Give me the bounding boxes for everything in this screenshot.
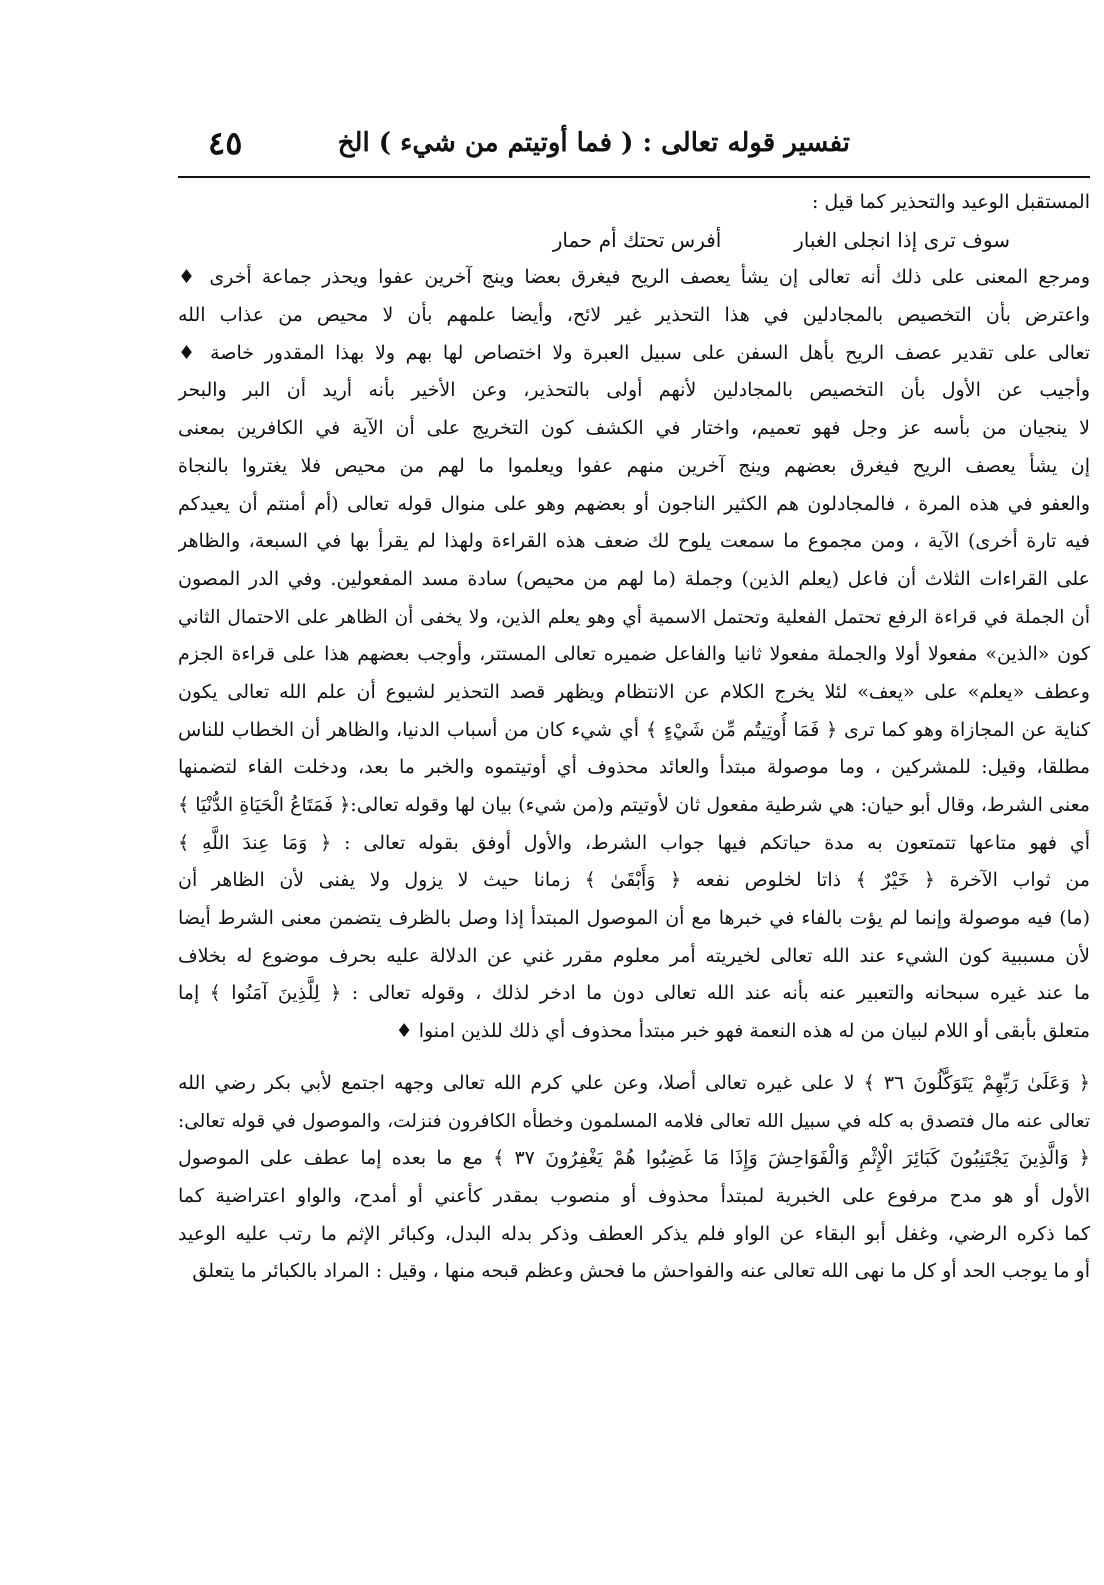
- text-line: كما ذكره الرضي، وغفل أبو البقاء عن الواو فلم يذكر العطف وذكر بدله البدل، وكبائر الإثم ما رتب عليه الوعيد: [178, 1222, 1090, 1245]
- poem-second-hemistich: أفرس تحتك أم حمار: [552, 227, 722, 252]
- body-text: [178, 184, 1090, 1291]
- text-line: أي فهو متاعها تتمتعون به مدة حياتكم فيها جواب الشرط، والأول أوفق بقوله تعالى : ﴿ وَمَا عِندَ اللَّهِ ﴾: [178, 831, 1090, 854]
- text-line: تعالى على تقدير عصف الريح بأهل السفن على سبيل العبرة ولا اختصاص لها بهم ولا بهذا المقدور خاصة ♦: [178, 341, 1090, 364]
- paragraph-two: [178, 1065, 1090, 1291]
- text-line: على القراءات الثلاث أن فاعل (يعلم الذين) وجملة (ما لهم من محيص) سادة مسد المفعولين. وفي الدر المصون: [178, 567, 1090, 590]
- text-line: مطلقا، وقيل: للمشركين ، وما موصولة مبتدأ والعائد محذوف أي أوتيتموه والخبر ما بعد، ودخلت الفاء لتضمنها: [178, 756, 1090, 779]
- text-line: والعفو في هذه المرة ، فالمجادلون هم الكثير الناجون أو بعضهم وهو على منوال قوله تعالى (أم أمنتم أن يعيدكم: [178, 492, 1090, 515]
- text-line: لا ينجيان من بأسه عز وجل فهو تعميم، واختار في الكشف كون التخريج على أن الآية في الكافرين بمعنى: [178, 417, 1090, 440]
- running-title: تفسير قوله تعالى : ( فما أوتيتم من شيء ) الخ: [337, 128, 850, 158]
- text-line: ومرجع المعنى على ذلك أنه تعالى إن يشأ يعصف الريح فيغرق بعضا وينج آخرين عفوا ويحذر جماعة أخرى ♦: [178, 266, 1090, 289]
- text-line: المستقبل الوعيد والتحذير كما قيل :: [811, 191, 1090, 213]
- text-line: من ثواب الآخرة ﴿ خَيْرٌ ﴾ ذاتا لخلوص نفعه ﴿ وَأَبْقَىٰ ﴾ زمانا حيث لا يزول ولا يفنى لأن الظاهر أن: [178, 869, 1090, 892]
- text-line: أو ما يوجب الحد أو كل ما نهى الله تعالى عنه والفواحش ما فحش وعظم قبحه منها ، وقيل : المراد بالكبائر ما يتعلق: [192, 1260, 1090, 1283]
- paragraph-one: [178, 259, 1090, 1050]
- text-line: تعالى عنه مال فتصدق به كله في سبيل الله تعالى فلامه المسلمون وخطأه الكافرون فنزلت، والموصول في قوله تعالى:: [178, 1110, 1090, 1132]
- text-line: ما عند غيره سبحانه والتعبير عنه بأنه عند الله تعالى دون ما ادخر لذلك ، وقوله تعالى : ﴿ لِلَّذِينَ آمَنُوا ﴾ إما: [178, 982, 1090, 1005]
- poem-verse: [178, 222, 1090, 260]
- text-line: ﴿ وَعَلَىٰ رَبِّهِمْ يَتَوَكَّلُونَ ٣٦ ﴾ لا على غيره تعالى أصلا، وعن علي كرم الله تعالى وجهه اجتمع لأبي بكر رضي الله: [178, 1071, 1090, 1094]
- text-line: معنى الشرط، وقال أبو حيان: هي شرطية مفعول ثان لأوتيتم و(من شيء) بيان لها وقوله تعالى:﴿ فَمَتَاعُ الْحَيَاةِ الدُّنْيَا ﴾: [178, 794, 1090, 816]
- text-line: إن يشأ يعصف الريح فيغرق بعضهم وينج آخرين منهم عفوا ويعلموا ما لهم من محيص فلا يغتروا بالنجاة: [178, 454, 1090, 477]
- text-line: فيه تارة أخرى) الآية ، ومن مجموع ما سمعت يلوح لك ضعف هذه القراءة ولهذا لم يقرأ بها في السبعة، والظاهر: [178, 530, 1090, 553]
- text-line: وعطف «يعلم» على «يعف» لئلا يخرج الكلام عن الانتظام ويظهر قصد التحذير لشيوع أن علم الله تعالى يكون: [178, 680, 1090, 703]
- text-line: أن الجملة في قراءة الرفع تحتمل الفعلية وتحتمل الاسمية أي وهو يعلم الذين، ولا يخفى أن الظاهر على الاحتمال الثاني: [178, 606, 1090, 628]
- text-line: وأجيب عن الأول بأن التخصيص بالمجادلين لأنهم أولى بالتحذير، وعن الأخير بأنه أريد أن البر والبحر: [178, 379, 1090, 402]
- page-header: [178, 118, 1090, 176]
- text-line: متعلق بأبقى أو اللام لبيان من له هذه النعمة فهو خبر مبتدأ محذوف أي ذلك للذين امنوا ♦: [395, 1020, 1090, 1043]
- header-rule: [178, 176, 1090, 178]
- text-line: ﴿ وَالَّذِينَ يَجْتَنِبُونَ كَبَائِرَ الْإِثْمِ وَالْفَوَاحِشَ وَإِذَا مَا غَضِبُوا هُمْ يَغْفِرُونَ ٣٧ ﴾ مع ما بعده إما عطف على الموصول: [178, 1147, 1090, 1170]
- page-number: ٤٥: [208, 124, 243, 162]
- text-line: كون «الذين» مفعولا أولا والجملة مفعولا ثانيا والفاعل ضميره تعالى المستتر، وأوجب بعضهم هذا على قراءة الجزم: [178, 643, 1090, 666]
- text-line: واعترض بأن التخصيص بالمجادلين في هذا التحذير غير لائح، وأيضا علمهم بأن لا محيص من عذاب الله: [178, 304, 1090, 327]
- text-line: (ما) فيه موصولة وإنما لم يؤت بالفاء في خبرها مع أن الموصول المبتدأ إذا وصل بالظرف يتضمن معنى الشرط أيضا: [178, 907, 1090, 930]
- paragraph-gap: [178, 1051, 1090, 1065]
- text-line: كناية عن المجازاة وهو كما ترى ﴿ فَمَا أُوتِيتُم مِّن شَيْءٍ ﴾ أي شيء كان من أسباب الدنيا، والظاهر أن الخطاب للناس: [178, 718, 1090, 741]
- poem-first-hemistich: سوف ترى إذا انجلى الغبار: [794, 227, 1010, 252]
- text-line: الأول أو هو مدح مرفوع على الخبرية لمبتدأ محذوف أو منصوب بمقدر كأعني أو أمدح، والواو اعتراضية كما: [178, 1184, 1090, 1207]
- text-line: لأن مسببية كون الشيء عند الله تعالى لخيريته أمر معلوم مقرر غني عن الدلالة عليه بحرف موضوع له بخلاف: [178, 944, 1090, 967]
